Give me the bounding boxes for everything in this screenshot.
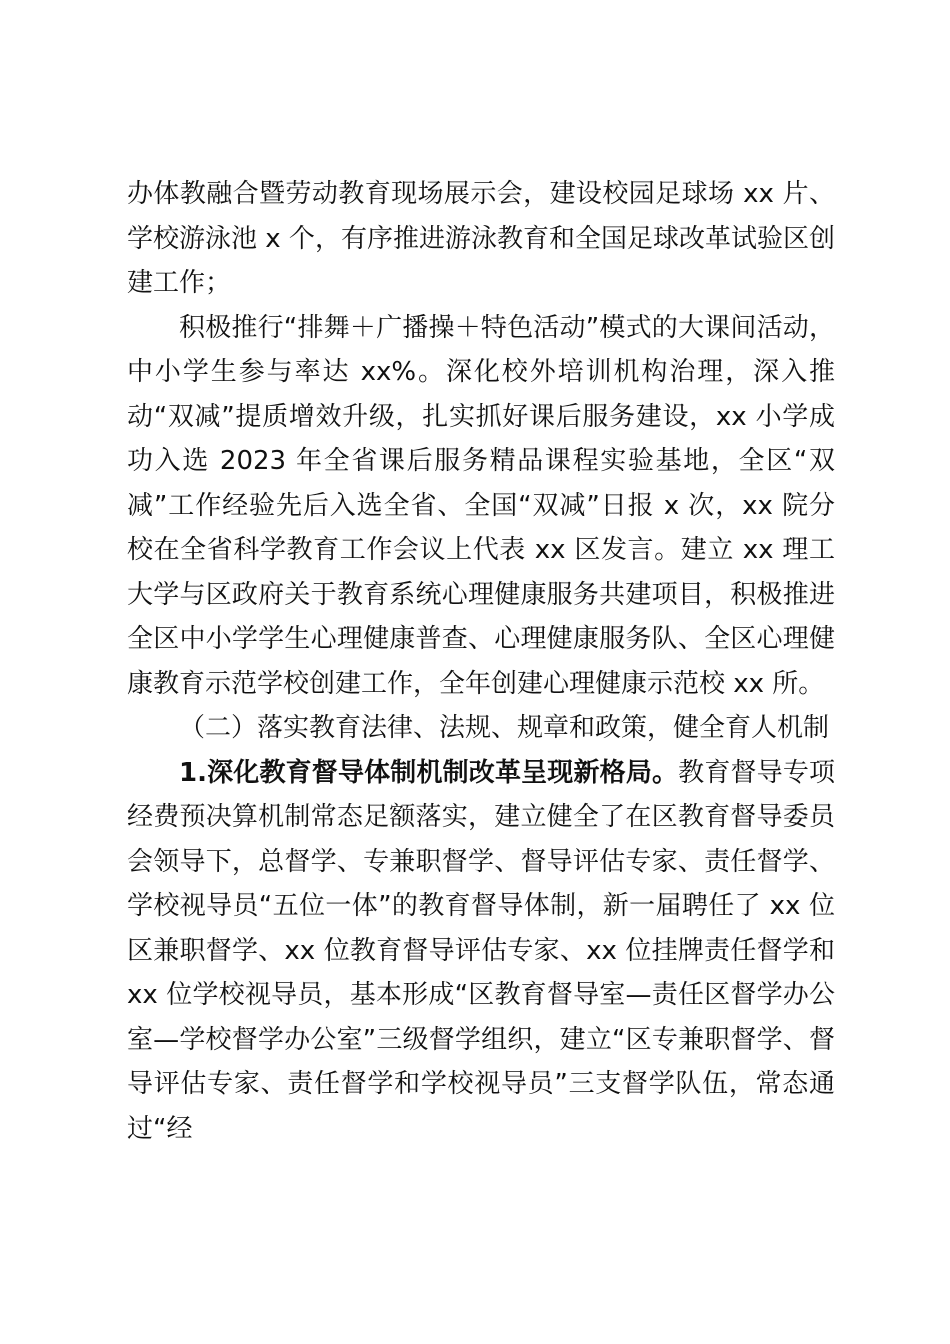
paragraph-supervision-reform [127, 751, 835, 1152]
paragraph-sports-education: 办体教融合暨劳动教育现场展示会，建设校园足球场 xx 片、学校游泳池 x 个，有序推进游泳教育和全国足球改革试验区创建工作； [127, 179, 835, 298]
paragraph-body-text: 教育督导专项经费预决算机制常态足额落实，建立健全了在区教育督导委员会领导下，总督学、专兼职督学、督导评估专家、责任督学、学校视导员“五位一体”的教育督导体制，新一届聘任了 xx 位区兼职督学、xx 位教育督导评估专家、xx 位挂牌责任督学和 xx 位学校视导员，基本形成“区教育督导室—责任区督学办公室—学校督学办公室”三级督学组织，建立“区专兼职督学、督导评估专家、责任督学和学校视导员”三支督学队伍，常态通过“经 [127, 757, 835, 1144]
paragraph-lead-heading: 1.深化教育督导体制机制改革呈现新格局。 [179, 757, 679, 788]
section-heading: （二）落实教育法律、法规、规章和政策，健全育人机制 [179, 713, 830, 743]
document-body [127, 172, 835, 1151]
paragraph-double-reduction: 积极推行“排舞＋广播操＋特色活动”模式的大课间活动，中小学生参与率达 xx%。深化校外培训机构治理，深入推动“双减”提质增效升级，扎实抓好课后服务建设，xx 小学成功入选 2023 年全省课后服务精品课程实验基地，全区“双减”工作经验先后入选全省、全国“双减”日报 x 次，xx 院分校在全省科学教育工作会议上代表 xx 区发言。建立 xx 理工大学与区政府关于教育系统心理健康服务共建项目，积极推进全区中小学学生心理健康普查、心理健康服务队、全区心理健康教育示范学校创建工作，全年创建心理健康示范校 xx 所。 [127, 312, 835, 699]
